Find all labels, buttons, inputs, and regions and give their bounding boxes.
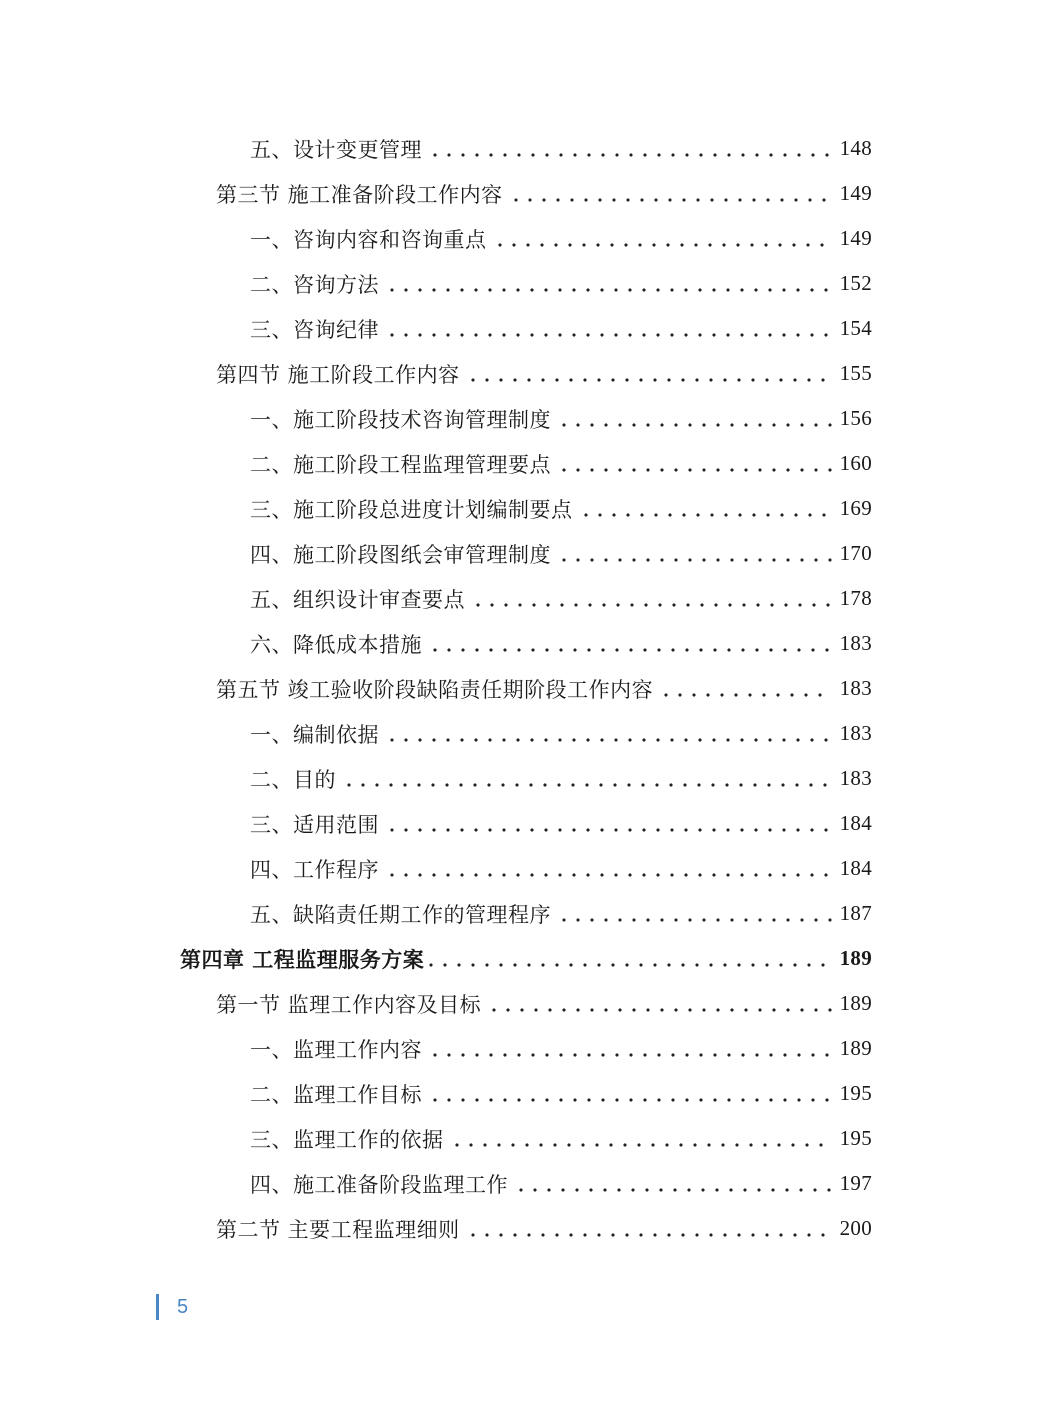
toc-row[interactable] — [0, 576, 1052, 621]
dot-leader — [471, 587, 832, 611]
toc-page-number: 184 — [839, 811, 872, 835]
toc-page-number: 189 — [839, 946, 872, 970]
toc-entry[interactable] — [250, 1116, 872, 1161]
toc-page-number: 189 — [839, 1036, 872, 1060]
page-number: 5 — [177, 1295, 189, 1318]
toc-entry[interactable] — [250, 261, 872, 306]
dot-leader — [428, 632, 832, 656]
toc-page-number: 160 — [839, 451, 872, 475]
dot-leader — [385, 317, 832, 341]
toc-row[interactable] — [0, 621, 1052, 666]
toc-row[interactable] — [0, 306, 1052, 351]
toc-row[interactable] — [0, 981, 1052, 1026]
toc-entry-label: 二、施工阶段工程监理管理要点 — [250, 452, 551, 477]
toc-entry[interactable] — [250, 846, 872, 891]
toc-row[interactable] — [0, 216, 1052, 261]
toc-entry-label: 第五节 竣工验收阶段缺陷责任期阶段工作内容 — [216, 677, 654, 702]
toc-entry-label: 三、施工阶段总进度计划编制要点 — [250, 497, 573, 522]
toc-entry[interactable] — [180, 936, 872, 981]
toc-page-number: 169 — [839, 496, 872, 520]
toc-row[interactable] — [0, 1161, 1052, 1206]
toc-entry-label: 第二节 主要工程监理细则 — [216, 1217, 460, 1242]
table-of-contents — [0, 126, 1052, 1251]
toc-entry-label: 五、组织设计审查要点 — [250, 587, 465, 612]
toc-entry[interactable] — [250, 1026, 872, 1071]
dot-leader — [509, 182, 832, 206]
toc-entry-label: 三、咨询纪律 — [250, 317, 379, 342]
toc-row[interactable] — [0, 396, 1052, 441]
toc-page-number: 189 — [839, 991, 872, 1015]
toc-row[interactable] — [0, 1071, 1052, 1116]
dot-leader — [385, 272, 832, 296]
page-footer — [156, 1294, 188, 1320]
dot-leader — [557, 407, 832, 431]
dot-leader — [342, 767, 832, 791]
toc-entry[interactable] — [250, 441, 872, 486]
dot-leader — [579, 497, 832, 521]
toc-entry-label: 二、监理工作目标 — [250, 1082, 422, 1107]
dot-leader — [557, 542, 832, 566]
toc-page-number: 149 — [839, 226, 872, 250]
toc-page-number: 187 — [839, 901, 872, 925]
toc-entry[interactable] — [250, 756, 872, 801]
toc-row[interactable] — [0, 486, 1052, 531]
toc-entry[interactable] — [250, 1161, 872, 1206]
toc-entry-label: 第三节 施工准备阶段工作内容 — [216, 182, 503, 207]
toc-entry-label: 一、咨询内容和咨询重点 — [250, 227, 487, 252]
toc-entry[interactable] — [250, 306, 872, 351]
toc-entry-label: 二、咨询方法 — [250, 272, 379, 297]
dot-leader — [466, 362, 832, 386]
toc-row[interactable] — [0, 441, 1052, 486]
toc-page-number: 195 — [839, 1081, 872, 1105]
toc-page-number: 184 — [839, 856, 872, 880]
toc-row[interactable] — [0, 126, 1052, 171]
dot-leader — [424, 947, 831, 971]
toc-page-number: 152 — [839, 271, 872, 295]
toc-entry[interactable] — [250, 576, 872, 621]
toc-row[interactable] — [0, 891, 1052, 936]
toc-row[interactable] — [0, 711, 1052, 756]
toc-row[interactable] — [0, 171, 1052, 216]
toc-entry-label: 第一节 监理工作内容及目标 — [216, 992, 482, 1017]
toc-entry[interactable] — [250, 126, 872, 171]
toc-row[interactable] — [0, 351, 1052, 396]
dot-leader — [466, 1217, 832, 1241]
toc-page-number: 200 — [839, 1216, 872, 1240]
dot-leader — [450, 1127, 832, 1151]
toc-row[interactable] — [0, 936, 1052, 981]
toc-entry-label: 二、目的 — [250, 767, 336, 792]
toc-entry-label: 四、施工准备阶段监理工作 — [250, 1172, 508, 1197]
dot-leader — [428, 1037, 832, 1061]
toc-page-number: 155 — [839, 361, 872, 385]
toc-entry[interactable] — [250, 396, 872, 441]
dot-leader — [428, 1082, 832, 1106]
toc-entry[interactable] — [216, 1206, 872, 1251]
toc-entry-label: 一、编制依据 — [250, 722, 379, 747]
dot-leader — [493, 227, 832, 251]
toc-entry[interactable] — [250, 1071, 872, 1116]
toc-entry[interactable] — [250, 621, 872, 666]
toc-row[interactable] — [0, 801, 1052, 846]
toc-row[interactable] — [0, 1116, 1052, 1161]
toc-entry-label: 第四节 施工阶段工作内容 — [216, 362, 460, 387]
toc-entry[interactable] — [216, 351, 872, 396]
footer-accent-bar — [156, 1294, 159, 1320]
toc-page-number: 195 — [839, 1126, 872, 1150]
toc-entry[interactable] — [250, 216, 872, 261]
toc-entry[interactable] — [250, 891, 872, 936]
toc-row[interactable] — [0, 846, 1052, 891]
dot-leader — [487, 992, 831, 1016]
toc-entry-label: 四、工作程序 — [250, 857, 379, 882]
dot-leader — [659, 677, 831, 701]
toc-entry-label: 第四章 工程监理服务方案 — [180, 946, 425, 972]
toc-page-number: 149 — [839, 181, 872, 205]
toc-page-number: 183 — [839, 676, 872, 700]
toc-entry-label: 五、缺陷责任期工作的管理程序 — [250, 902, 551, 927]
dot-leader — [557, 902, 832, 926]
dot-leader — [385, 857, 832, 881]
dot-leader — [385, 722, 832, 746]
toc-entry-label: 六、降低成本措施 — [250, 632, 422, 657]
toc-page-number: 178 — [839, 586, 872, 610]
toc-row[interactable] — [0, 531, 1052, 576]
toc-page-number: 156 — [839, 406, 872, 430]
toc-entry-label: 五、设计变更管理 — [250, 137, 422, 162]
toc-entry[interactable] — [216, 666, 872, 711]
dot-leader — [514, 1172, 832, 1196]
dot-leader — [428, 137, 832, 161]
toc-entry[interactable] — [250, 486, 872, 531]
toc-row[interactable] — [0, 261, 1052, 306]
toc-page-number: 183 — [839, 721, 872, 745]
toc-entry[interactable] — [216, 981, 872, 1026]
toc-entry[interactable] — [250, 711, 872, 756]
toc-entry[interactable] — [250, 801, 872, 846]
toc-entry[interactable] — [250, 531, 872, 576]
toc-row[interactable] — [0, 1206, 1052, 1251]
toc-page-number: 183 — [839, 766, 872, 790]
toc-entry-label: 四、施工阶段图纸会审管理制度 — [250, 542, 551, 567]
dot-leader — [385, 812, 832, 836]
toc-row[interactable] — [0, 666, 1052, 711]
toc-page-number: 197 — [839, 1171, 872, 1195]
toc-page-number: 148 — [839, 136, 872, 160]
toc-entry-label: 一、监理工作内容 — [250, 1037, 422, 1062]
toc-row[interactable] — [0, 756, 1052, 801]
dot-leader — [557, 452, 832, 476]
toc-page-number: 154 — [839, 316, 872, 340]
toc-page-number: 170 — [839, 541, 872, 565]
toc-row[interactable] — [0, 1026, 1052, 1071]
toc-entry-label: 三、监理工作的依据 — [250, 1127, 444, 1152]
toc-page-number: 183 — [839, 631, 872, 655]
toc-entry-label: 三、适用范围 — [250, 812, 379, 837]
toc-entry[interactable] — [216, 171, 872, 216]
toc-entry-label: 一、施工阶段技术咨询管理制度 — [250, 407, 551, 432]
